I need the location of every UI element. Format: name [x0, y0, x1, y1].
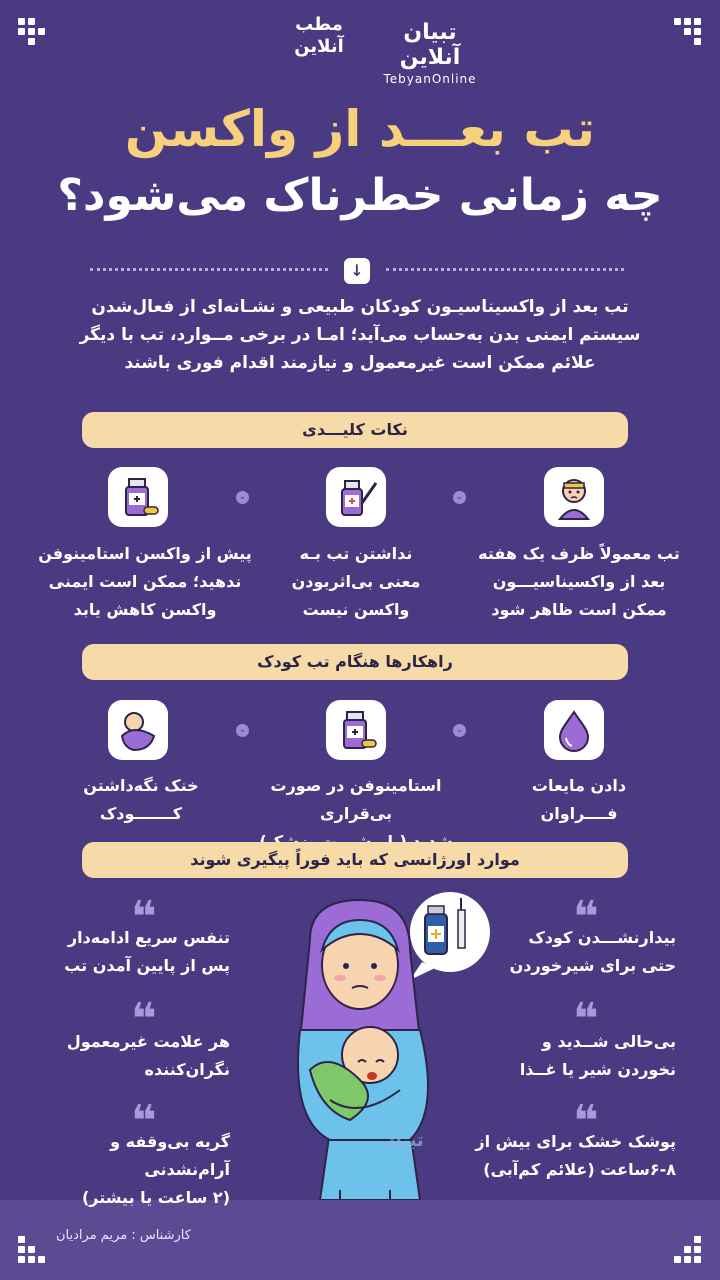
- item-line: پس از پایین آمدن تب: [64, 956, 230, 975]
- item-line: بعد از واکسیناسیـــون: [492, 572, 666, 591]
- item-line: هر علامت غیرمعمول: [66, 1032, 230, 1051]
- intro-line: سیستم ایمنی بدن به‌حساب می‌آید؛ امـا در برخی مــوارد، تب با دیگر: [79, 325, 641, 345]
- watermark-logo: تبیان: [380, 1130, 424, 1151]
- item-line: معنی بی‌اثربودن: [291, 572, 421, 591]
- item-line: ندهید؛ ممکن است ایمنی: [48, 572, 242, 591]
- item-line: استامینوفن در صورت بی‌قراری: [270, 776, 442, 823]
- key-point-item: [30, 540, 260, 624]
- chevron-down-icon: ⌄: [453, 491, 466, 504]
- item-line: خنک نگه‌داشتن: [83, 776, 199, 795]
- quote-icon: ❝: [131, 892, 157, 943]
- corner-pattern-icon: [674, 18, 702, 46]
- emergency-item: [466, 1128, 676, 1184]
- emergency-item: [466, 924, 676, 980]
- tebyan-logo: [370, 20, 490, 86]
- section-title-strategies: راهکارها هنگام تب کودک: [82, 644, 628, 680]
- item-line: نداشتن تب بـه: [299, 544, 413, 563]
- matab-logo: مطب آنلاین: [294, 14, 344, 57]
- strategy-item: [474, 772, 684, 828]
- corner-pattern-icon: [18, 18, 46, 46]
- item-line: گریه بی‌وقفه و آرام‌نشدنی: [110, 1132, 230, 1179]
- arrow-down-icon: ↓: [344, 258, 370, 284]
- divider: [90, 268, 328, 273]
- chevron-down-icon: ⌄: [453, 724, 466, 737]
- quote-icon: ❝: [573, 1096, 599, 1147]
- medicine-bottle-icon: [108, 467, 168, 527]
- page-title-line1: تب بعـــد از واکسن: [124, 100, 596, 158]
- intro-line: تب بعد از واکسیناسیـون کودکان طبیعی و نشـانه‌ای از فعال‌شدن: [91, 297, 629, 317]
- author-credit: کارشناس : مریم مرادیان: [56, 1228, 191, 1243]
- key-point-item: [474, 540, 684, 624]
- item-line: ۶-۸ساعت (علائم کم‌آبی): [483, 1160, 676, 1179]
- item-line: تنفس سریع ادامه‌دار: [67, 928, 230, 947]
- sick-child-icon: [544, 467, 604, 527]
- item-line: فــــراوان: [540, 804, 618, 823]
- item-line: پیش از واکسن استامینوفن: [38, 544, 252, 563]
- item-line: واکسن کاهش یابد: [73, 600, 217, 619]
- item-line: بی‌حالی شــدید و: [541, 1032, 676, 1051]
- item-line: (۲ ساعت یا بیشتر): [81, 1188, 230, 1207]
- logo-english: TebyanOnline: [383, 72, 477, 86]
- mother-and-baby-illustration: [270, 880, 490, 1200]
- item-line: کـــــــودک: [99, 804, 183, 823]
- swaddled-baby-icon: [108, 700, 168, 760]
- quote-icon: ❝: [573, 994, 599, 1045]
- intro-line: علائم ممکن است غیرمعمول و نیازمند اقدام فوری باشند: [124, 353, 596, 373]
- item-line: پوشک خشک برای بیش از: [475, 1132, 676, 1151]
- intro-text: [40, 293, 680, 377]
- logo-persian: تبیان آنلاین: [399, 20, 461, 70]
- emergency-item: [20, 924, 230, 980]
- chevron-down-icon: ⌄: [236, 491, 249, 504]
- emergency-item: [20, 1028, 230, 1084]
- section-title-emergency: موارد اورژانسی که باید فوراً پیگیری شوند: [82, 842, 628, 878]
- quote-icon: ❝: [131, 1096, 157, 1147]
- item-line: دادن مایعات: [531, 776, 627, 795]
- item-line: بیدارنشـــدن کودک: [528, 928, 676, 947]
- vaccine-vial-icon: [326, 467, 386, 527]
- item-line: حتی برای شیرخوردن: [509, 956, 676, 975]
- corner-pattern-icon: [18, 1236, 46, 1264]
- water-drop-icon: [544, 700, 604, 760]
- item-line: واکسن نیست: [302, 600, 410, 619]
- section-title-key-points: نکات کلیـــدی: [82, 412, 628, 448]
- medicine-bottle-icon: [326, 700, 386, 760]
- quote-icon: ❝: [131, 994, 157, 1045]
- emergency-item: [466, 1028, 676, 1084]
- key-point-item: [251, 540, 461, 624]
- divider: [386, 268, 624, 273]
- page-title-line2: چه زمانی خطرناک می‌شود؟: [57, 170, 663, 221]
- corner-pattern-icon: [674, 1236, 702, 1264]
- item-line: نخوردن شیر یا غــذا: [519, 1060, 676, 1079]
- item-line: نگران‌کننده: [144, 1060, 230, 1079]
- quote-icon: ❝: [573, 892, 599, 943]
- item-line: ممکن است ظاهر شود: [491, 600, 667, 619]
- emergency-item: [20, 1128, 230, 1212]
- strategy-item: [36, 772, 246, 828]
- chevron-down-icon: ⌄: [236, 724, 249, 737]
- item-line: تب معمولاً ظرف یک هفته: [478, 544, 680, 563]
